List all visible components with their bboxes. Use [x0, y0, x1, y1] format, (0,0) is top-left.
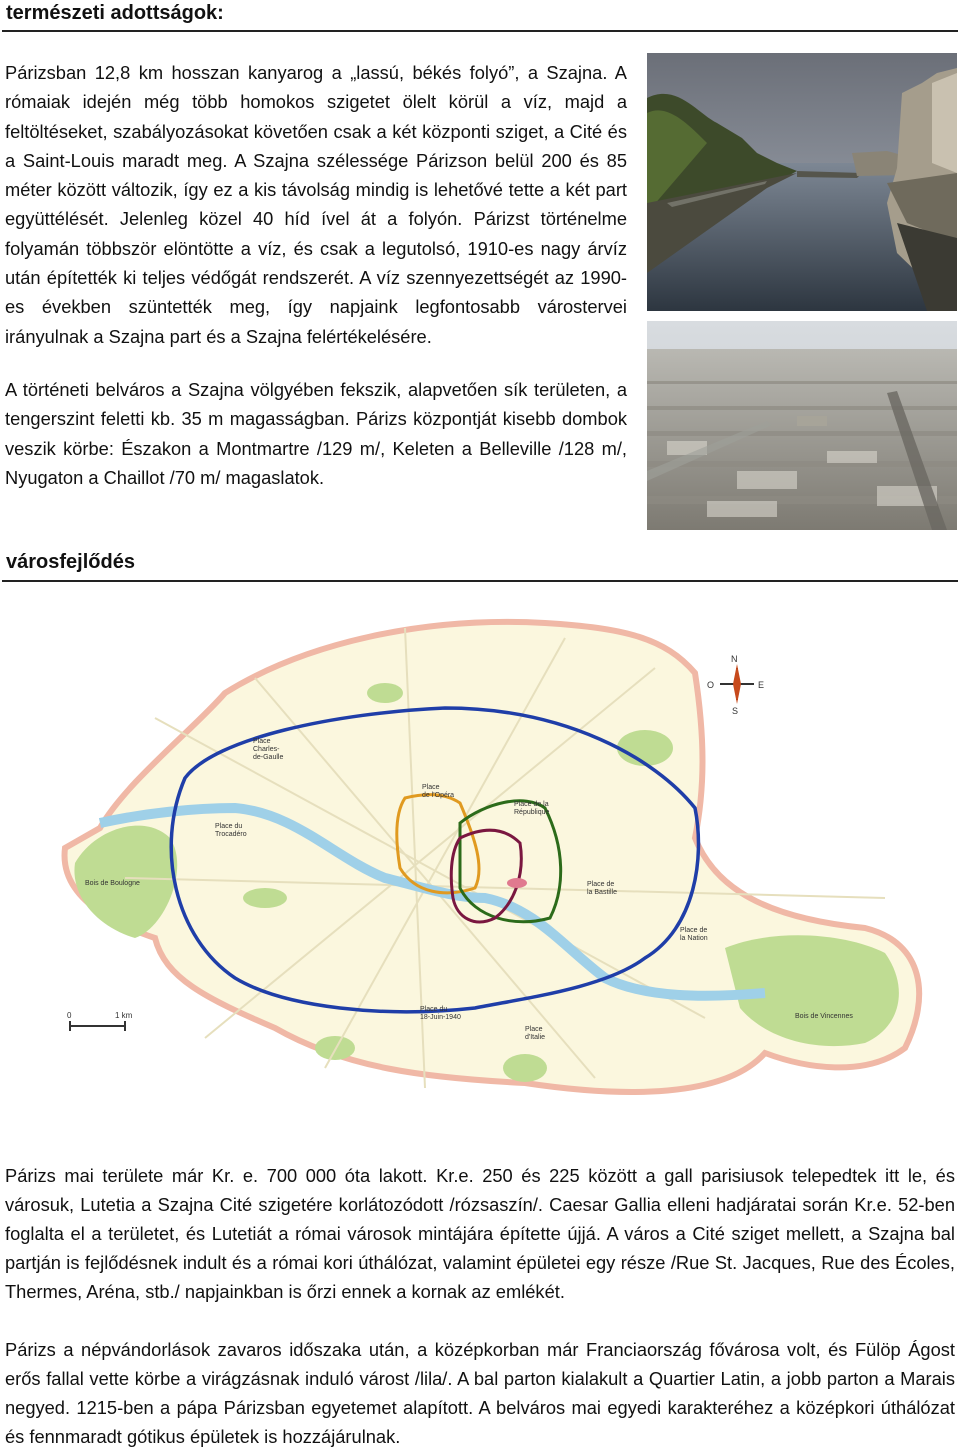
label-italie-1: Place — [525, 1026, 543, 1033]
label-charles-1: Place — [253, 738, 271, 745]
label-bastille-1: Place de — [587, 881, 615, 888]
label-opera-2: de l'Opéra — [422, 792, 455, 799]
label-republique-2: République — [514, 809, 550, 816]
compass-n: N — [731, 654, 738, 664]
nature-paragraph-2: A történeti belváros a Szajna völgyében fekszik, alapvetően sík területen, a tengerszint feletti kb. 35 m magasságban. Párizs központját kisebb dombok veszik körbe: Északon a Montmartre /129 m/, Keleten a Belleville /128 m/, Nyugaton a Chaillot /70 m/ magaslatok. — [5, 379, 627, 488]
history-paragraph-1: Párizs mai területe már Kr. e. 700 000 óta lakott. Kr.e. 250 és 225 között a gall parisiusok telepedtek itt le, és városuk, Lutetia a Szajna Cité szigetére korlátozódott /rózsaszín/. Caesar Gallia elleni hadjáratai során Kr.e. 52-ben foglalta el a területet, és Lutetiát a római városok mintájára építette újjá. A város a Cité sziget mellett, a Szajna bal partján is fejlődésnek indult és a római kori úthálózat, valamint épületei egy része /Rue St. Jacques, Rue des Écoles, Thermes, Aréna, stb./ napjainkban is őrzi ennek a kornak az emlékét. — [5, 1165, 955, 1302]
section-title-urban-development: városfejlődés — [6, 551, 135, 573]
compass-o: O — [707, 680, 715, 690]
label-charles-3: de-Gaulle — [253, 754, 284, 761]
label-republique-1: Place de la — [514, 801, 549, 808]
compass-s: S — [732, 706, 739, 716]
label-juin-1: Place du — [420, 1006, 448, 1013]
label-italie-2: d'Italie — [525, 1034, 546, 1041]
nature-paragraph-1: Párizsban 12,8 km hosszan kanyarog a „lassú, békés folyó”, a Szajna. A rómaiak idején még több homokos szigetet ölelt körül a víz, majd a feltöltéseket, szabályozásokat követően csak a két központi sziget, a Cité és a Saint-Louis maradt meg. A Szajna szélessége Párizson belül 200 és 85 méter között változik, így ez a kis távolság mindig is lehetővé tette a két part együttélését. Jelenleg közel 40 híd ível át a folyón. Párizst történelme folyamán többször elöntötte a víz, és csak a legutolsó, 1910-es nagy árvíz után építették ki teljes védőgát rendszerét. A víz szennyezettségét az 1990-es években szüntették meg, így napjaink legfontosabb várostervei irányulnak a Szajna part és a Szajna felértékelésére. — [5, 62, 627, 347]
section-divider — [2, 580, 958, 582]
section-divider — [2, 30, 958, 32]
label-vincennes: Bois de Vincennes — [795, 1013, 853, 1020]
paris-aerial-photo — [647, 321, 957, 530]
label-bastille-2: la Bastille — [587, 889, 617, 896]
compass-e: E — [758, 680, 765, 690]
seine-river-photo — [647, 53, 957, 311]
history-paragraph-2: Párizs a népvándorlások zavaros időszaka után, a középkorban már Franciaország fővárosa volt, és Fülöp Ágost erős fallal vette körbe a virágzásnak induló várost /lila/. A bal parton kialakult a Quartier Latin, a jobb parton a Marais negyed. 1215-ben a pápa Párizsban egyetemet alapított. A belváros mai egyedi karakteréhez a középkori úthálózat és fennmaradt gótikus épületek is hozzájárulnak. — [5, 1339, 955, 1447]
label-trocadero-2: Trocadéro — [215, 831, 247, 838]
label-opera-1: Place — [422, 784, 440, 791]
scale-start: 0 — [67, 1011, 72, 1020]
label-nation-1: Place de — [680, 927, 708, 934]
label-juin-2: 18-Juin-1940 — [420, 1014, 461, 1021]
section-title-nature: természeti adottságok: — [6, 2, 224, 24]
paris-history-map — [5, 598, 957, 1138]
label-charles-2: Charles- — [253, 746, 280, 753]
label-boulogne: Bois de Boulogne — [85, 880, 140, 887]
label-trocadero-1: Place du — [215, 823, 243, 830]
scale-end: 1 km — [115, 1011, 133, 1020]
label-nation-2: la Nation — [680, 935, 708, 942]
